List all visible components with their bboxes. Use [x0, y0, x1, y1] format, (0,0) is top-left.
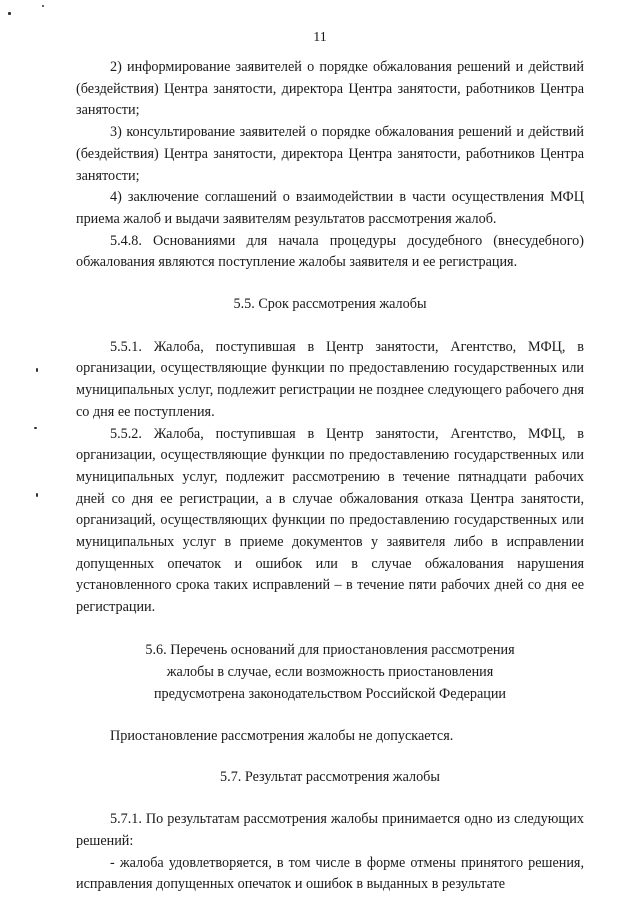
scan-mark-dot [36, 493, 38, 497]
paragraph: 4) заключение соглашений о взаимодействии в части осуществления МФЦ приема жалоб и выдачи заявителям результатов рассмотрения жалоб. [76, 189, 584, 227]
paragraph: 3) консультирование заявителей о порядке обжалования решений и действий (бездействия) Центра занятости, директора Центра занятости, работников Центра занятости; [76, 124, 584, 184]
scan-mark-dot [34, 427, 37, 429]
page-number: 11 [313, 30, 327, 45]
paragraph-5-6: Приостановление рассмотрения жалобы не допускается. [110, 727, 454, 744]
document-body [76, 57, 584, 896]
paragraph-5-5-2: 5.5.2. Жалоба, поступившая в Центр занятости, Агентство, МФЦ, в организации, осуществляющие функции по предоставлению государственных или муниципальных услуг, подлежит рассмотрению в течение пятнадцати рабочих дней со дня ее регистрации, а в случае обжалования отказа Центра занятости, организаций, осуществляющих функции по предоставлению государственных или муниципальных услуг в приеме документов у заявителя либо в исправлении допущенных опечаток и ошибок или в случае обжалования нарушения установленного срока таких исправлений – в течение пяти рабочих дней со дня ее регистрации. [76, 425, 584, 616]
heading-line: жалобы в случае, если возможность приостановления [166, 663, 494, 680]
heading-line: предусмотрена законодательством Российской Федерации [153, 685, 507, 702]
paragraph-5-7-1: 5.7.1. По результатам рассмотрения жалобы принимается одно из следующих решений: [76, 811, 584, 849]
paragraph-5-5-1: 5.5.1. Жалоба, поступившая в Центр занятости, Агентство, МФЦ, в организации, осуществляющие функции по предоставлению государственных или муниципальных услуг, подлежит регистрации не позднее следующего рабочего дня со дня ее поступления. [76, 338, 584, 420]
section-heading-5-7: 5.7. Результат рассмотрения жалобы [220, 768, 440, 785]
section-heading-5-5: 5.5. Срок рассмотрения жалобы [233, 296, 427, 313]
section-heading-5-6 [76, 639, 584, 705]
paragraph-5-7-1-item: - жалоба удовлетворяется, в том числе в форме отмены принятого решения, исправления допущенных опечаток и ошибок в выданных в результате [76, 854, 584, 893]
heading-line: 5.6. Перечень оснований для приостановления рассмотрения [145, 641, 515, 658]
scan-mark-dot [42, 5, 44, 7]
scan-mark-dot [8, 12, 11, 15]
paragraph: 5.4.8. Основаниями для начала процедуры досудебного (внесудебного) обжалования являются поступление жалобы заявителя и ее регистрация. [76, 232, 584, 271]
paragraph: 2) информирование заявителей о порядке обжалования решений и действий (бездействия) Центра занятости, директора Центра занятости, работников Центра занятости; [76, 59, 584, 119]
scan-mark-dot [36, 368, 38, 372]
